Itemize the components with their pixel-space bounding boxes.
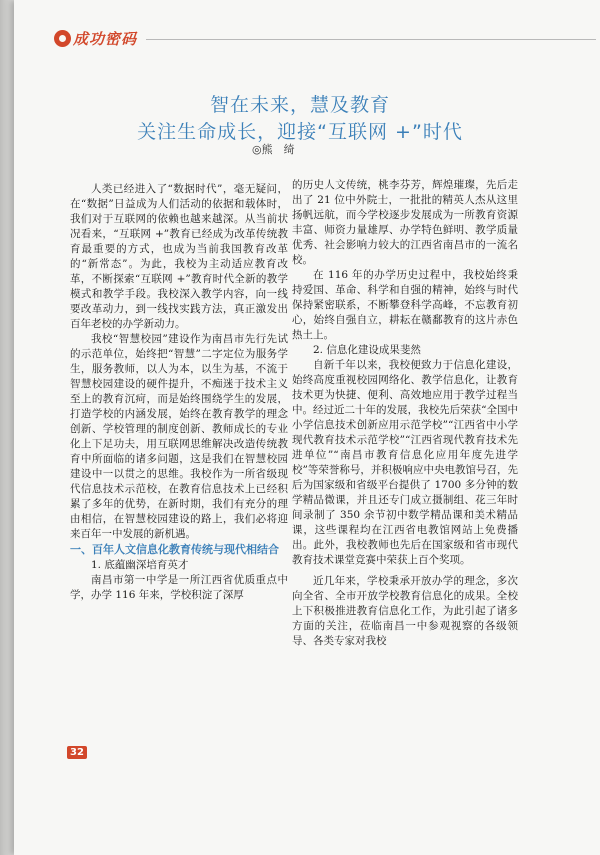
paragraph: 南昌市第一中学是一所江西省优质重点中学，办学 116 年来，学校积淀了深厚 bbox=[70, 574, 288, 601]
page-number: 32 bbox=[67, 746, 87, 759]
paragraph: 自新千年以来，我校便致力于信息化建设，始终高度重视校园网络化、教学信息化，让教育技术更为快捷、便利、高效地应用于教学过程当中。经过近二十年的发展，我校先后荣获“全国中小学信息技术创新应用示范学校”“江西省中小学现代教育技术示范学校”“江西省现代教育技术先进单位”“南昌市教育信息化应用年度先进学校”等荣誉称号，并积极响应中央电教馆号召，先后为国家级和省级平台提供了 1700 多分钟的数学精品微课，并且还专门成立摄制组、花三年时间录制了 350 余节初中数学精品课和美术精品课，这些课程均在江西省电教馆网站上免费播出。此外，我校教师也先后在国家级和省市现代教育技术课堂竞赛中荣获上百个奖项。 bbox=[292, 359, 518, 566]
subheading: 2. 信息化建设成果斐然 bbox=[313, 344, 421, 356]
brand-logo-icon bbox=[54, 30, 71, 47]
article-title-line2: 关注生命成长，迎接“互联网 +”时代 bbox=[137, 121, 463, 143]
right-column bbox=[292, 178, 518, 649]
brand-label: 成功密码 bbox=[73, 30, 138, 48]
column-brand bbox=[54, 28, 137, 49]
header-divider bbox=[146, 39, 596, 40]
section-heading: 一、百年人文信息化教育传统与现代相结合 bbox=[70, 543, 279, 556]
article-author: ◎熊 绮 bbox=[252, 143, 295, 156]
subheading: 1. 底蕴幽深培育英才 bbox=[91, 559, 189, 571]
paragraph: 在 116 年的办学历史过程中，我校始终秉持爱国、革命、科学和自强的精神，始终与时代保持紧密联系，不断攀登科学高峰，不忘教育初心，始终自强自立，耕耘在赣鄱教育的这片赤色热土上。 bbox=[292, 269, 518, 341]
paragraph: 我校“智慧校园”建设作为南昌市先行先试的示范单位，始终把“智慧”二字定位为服务学生，服务教师，以人为本，以生为基，不流于智慧校园建设的硬件提升，不痴迷于技术主义至上的教育沉疴，而是始终围绕学生的发展，打造学校的内涵发展，始终在教育教学的理念创新、学校管理的制度创新、教师成长的专业化上下足功夫，用互联网思维解决改造传统教育中所面临的诸多问题，这是我们在智慧校园建设中一以贯之的思维。我校作为一所省级现代信息技术示范校，在教育信息技术上已经积累了多年的优势，在新时期，我们有充分的理由相信，在智慧校园建设的路上，我们必将迎来百年一中发展的新机遇。 bbox=[70, 333, 288, 540]
left-column bbox=[70, 182, 288, 603]
article-title-line1: 智在未来，慧及教育 bbox=[209, 94, 390, 116]
paragraph: 的历史人文传统，桃李芬芳，辉煌璀璨，先后走出了 21 位中外院士，一批批的精英人杰从这里扬帆远航，而今学校逐步发展成为一所教育资源丰富、师资力量雄厚、办学特色鲜明、教学质量优秀、社会影响力较大的江西省南昌市的一流名校。 bbox=[292, 179, 518, 266]
paragraph: 近几年来，学校秉承开放办学的理念，多次向全省、全市开放学校教育信息化的成果。全校上下积极推进教育信息化工作，为此引起了诸多方面的关注，莅临南昌一中参观视察的各级领导、各类专家对我校 bbox=[292, 575, 518, 647]
page-header bbox=[54, 28, 594, 52]
paragraph: 人类已经进入了“数据时代”，毫无疑问，在“数据”日益成为人们活动的依据和载体时，我们对于互联网的依赖也越来越深。从当前状况看来，“互联网 +”教育已经成为改革传统教育最重要的方式，也成为当前我国教育改革的“新常态”。为此，我校为主动适应教育改革，不断探索“互联网 +”教育时代全新的教学模式和教学手段。我校深入教学内容，向一线要改革动力，到一线找实践方法，真正激发出百年老校的办学新动力。 bbox=[70, 183, 288, 330]
